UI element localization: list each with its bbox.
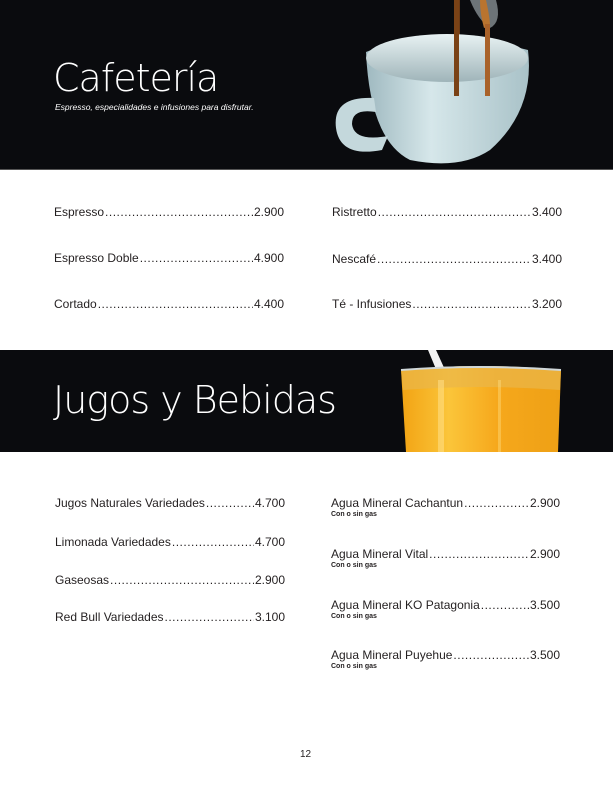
- item-name: Ristretto: [332, 205, 377, 219]
- menu-item: [332, 252, 562, 266]
- menu-item: [54, 205, 284, 219]
- item-price: 3.500: [529, 648, 560, 662]
- item-name: Agua Mineral Puyehue: [331, 648, 453, 662]
- item-price: 3.400: [531, 205, 562, 219]
- item-price: 4.700: [254, 535, 285, 549]
- menu-item: [331, 547, 560, 569]
- jugos-title: Jugos y Bebidas: [53, 378, 336, 422]
- menu-item: [55, 535, 285, 549]
- cafeteria-title: Cafetería: [53, 56, 219, 100]
- menu-item: [54, 251, 284, 265]
- menu-item: [55, 573, 285, 587]
- leader-dots: [429, 547, 529, 561]
- item-price: 4.700: [254, 496, 285, 510]
- menu-item: [332, 297, 562, 311]
- item-price: 3.100: [254, 610, 285, 624]
- item-name: Limonada Variedades: [55, 535, 171, 549]
- item-name: Espresso: [54, 205, 105, 219]
- item-name: Gaseosas: [55, 573, 110, 587]
- item-price: 4.400: [253, 297, 284, 311]
- item-name: Agua Mineral Vital: [331, 547, 429, 561]
- leader-dots: [140, 251, 253, 265]
- item-name: Agua Mineral KO Patagonia: [331, 598, 480, 612]
- menu-item: [55, 610, 285, 624]
- leader-dots: [110, 573, 254, 587]
- orange-juice-glass-photo: [398, 350, 564, 452]
- item-name: Red Bull Variedades: [55, 610, 164, 624]
- item-note: Con o sin gas: [331, 562, 377, 569]
- leader-dots: [378, 205, 531, 219]
- jugos-banner: [0, 350, 613, 452]
- leader-dots: [105, 205, 253, 219]
- item-price: 3.400: [531, 252, 562, 266]
- cafeteria-banner: [0, 0, 613, 170]
- item-note: Con o sin gas: [331, 511, 377, 518]
- item-name: Cortado: [54, 297, 97, 311]
- menu-item: [55, 496, 285, 510]
- item-price: 2.900: [529, 547, 560, 561]
- page-number: 12: [300, 749, 312, 760]
- item-note: Con o sin gas: [331, 613, 377, 620]
- item-price: 4.900: [253, 251, 284, 265]
- menu-item: [331, 496, 560, 518]
- item-name: Jugos Naturales Variedades: [55, 496, 205, 510]
- menu-item: [332, 205, 562, 219]
- leader-dots: [172, 535, 254, 549]
- item-name: Té - Infusiones: [332, 297, 412, 311]
- leader-dots: [206, 496, 254, 510]
- leader-dots: [412, 297, 531, 311]
- item-price: 3.500: [529, 598, 560, 612]
- item-name: Nescafé: [332, 252, 377, 266]
- item-price: 2.900: [254, 573, 285, 587]
- leader-dots: [453, 648, 529, 662]
- item-price: 2.900: [253, 205, 284, 219]
- item-note: Con o sin gas: [331, 663, 377, 670]
- cafeteria-subtitle: Espresso, especialidades e infusiones para disfrutar.: [55, 102, 254, 112]
- item-name: Espresso Doble: [54, 251, 139, 265]
- espresso-cup-photo: [330, 0, 540, 169]
- leader-dots: [165, 610, 254, 624]
- leader-dots: [98, 297, 253, 311]
- item-price: 3.200: [531, 297, 562, 311]
- leader-dots: [464, 496, 529, 510]
- menu-item: [331, 598, 560, 620]
- item-price: 2.900: [529, 496, 560, 510]
- leader-dots: [377, 252, 531, 266]
- menu-item: [54, 297, 284, 311]
- menu-item: [331, 648, 560, 670]
- item-name: Agua Mineral Cachantun: [331, 496, 464, 510]
- leader-dots: [481, 598, 529, 612]
